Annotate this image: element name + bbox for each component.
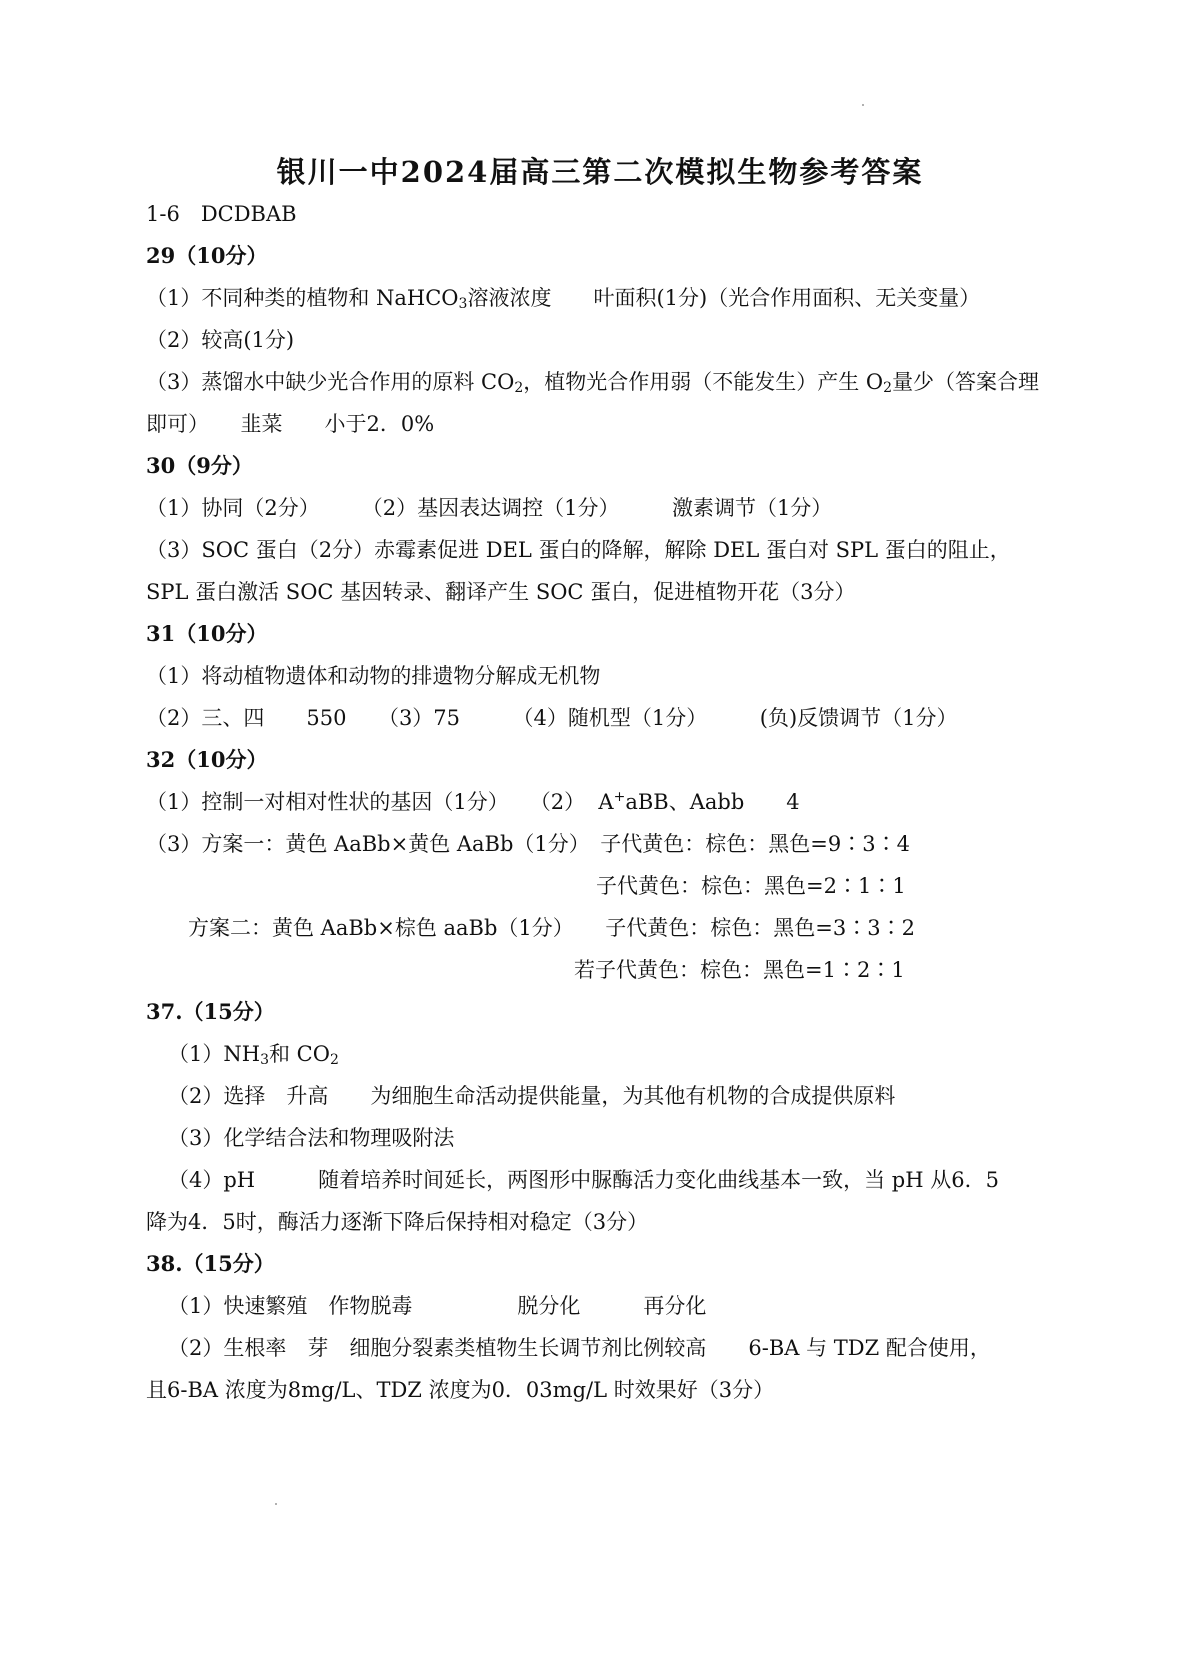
- scan-speck: [862, 104, 864, 106]
- q29-answer-3: （3）蒸馏水中缺少光合作用的原料 $CO_2$，植物光合作用弱（不能发生）产生 $O_2$量少（答案合理: [146, 370, 1040, 396]
- q29-heading: 29（10分）: [146, 243, 268, 268]
- q37-answer-4: （4）pH 随着培养时间延长，两图形中脲酶活力变化曲线基本一致，当 pH 从6．5: [168, 1168, 999, 1192]
- q32-plan-1: （3）方案一：黄色 AaBb×黄色 AaBb（1分） 子代黄色：棕色：黑色=9∶3∶4: [146, 832, 910, 856]
- q37-answer-2: （2）选择 升高 为细胞生命活动提供能量，为其他有机物的合成提供原料: [168, 1084, 896, 1108]
- q38-answer-2: （2）生根率 芽 细胞分裂素类植物生长调节剂比例较高 6-BA 与 TDZ 配合使用，: [168, 1336, 991, 1360]
- q32-heading: 32（10分）: [146, 747, 268, 772]
- q30-answer-3-cont: SPL 蛋白激活 SOC 基因转录、翻译产生 SOC 蛋白，促进植物开花（3分）: [146, 580, 856, 604]
- q37-answer-3: （3）化学结合法和物理吸附法: [168, 1126, 455, 1150]
- q30-answer-1-2: （1）协同（2分） （2）基因表达调控（1分） 激素调节（1分）: [146, 496, 833, 520]
- q29-answer-3-cont: 即可） 韭菜 小于2．0%: [146, 412, 435, 436]
- q30-answer-3: （3）SOC 蛋白（2分）赤霉素促进 DEL 蛋白的降解，解除 DEL 蛋白对 SPL 蛋白的阻止，: [146, 538, 1011, 562]
- q32-answer-1-2: （1）控制一对相对性状的基因（1分） （2） A+aBB、Aabb 4: [146, 789, 800, 814]
- q32-plan-2: 方案二：黄色 AaBb×棕色 aaBb（1分） 子代黄色：棕色：黑色=3∶3∶2: [188, 916, 915, 940]
- q31-answer-1: （1）将动植物遗体和动物的排遗物分解成无机物: [146, 664, 601, 688]
- q38-answer-2-cont: 且6-BA 浓度为8mg/L、TDZ 浓度为0．03mg/L 时效果好（3分）: [146, 1378, 775, 1402]
- mc-answers: 1-6 DCDBAB: [146, 202, 297, 226]
- q31-answer-2-4: （2）三、四 550 （3）75 （4）随机型（1分） (负)反馈调节（1分）: [146, 706, 958, 730]
- q30-heading: 30（9分）: [146, 453, 253, 478]
- q29-answer-1: （1）不同种类的植物和 NaHCO$_3$溶液浓度 叶面积(1分)（光合作用面积、无关变量）: [146, 286, 981, 312]
- document-title: 银川一中2024届高三第二次模拟生物参考答案: [276, 155, 924, 189]
- q31-heading: 31（10分）: [146, 621, 268, 646]
- scan-speck: [275, 1503, 277, 1505]
- q37-answer-4-cont: 降为4．5时，酶活力逐渐下降后保持相对稳定（3分）: [146, 1210, 649, 1234]
- q32-plan-2-alt: 若子代黄色：棕色：黑色=1∶2∶1: [574, 958, 905, 982]
- q32-plan-1-alt: 子代黄色：棕色：黑色=2∶1∶1: [596, 874, 906, 898]
- q29-answer-2: （2）较高(1分): [146, 328, 295, 352]
- q37-answer-1: $(1)NH_3$和 $CO_2$: [168, 1042, 339, 1068]
- q38-answer-1: （1）快速繁殖 作物脱毒 脱分化 再分化: [168, 1294, 707, 1318]
- q37-heading: 37.（15分）: [146, 999, 275, 1024]
- q38-heading: 38.（15分）: [146, 1251, 275, 1276]
